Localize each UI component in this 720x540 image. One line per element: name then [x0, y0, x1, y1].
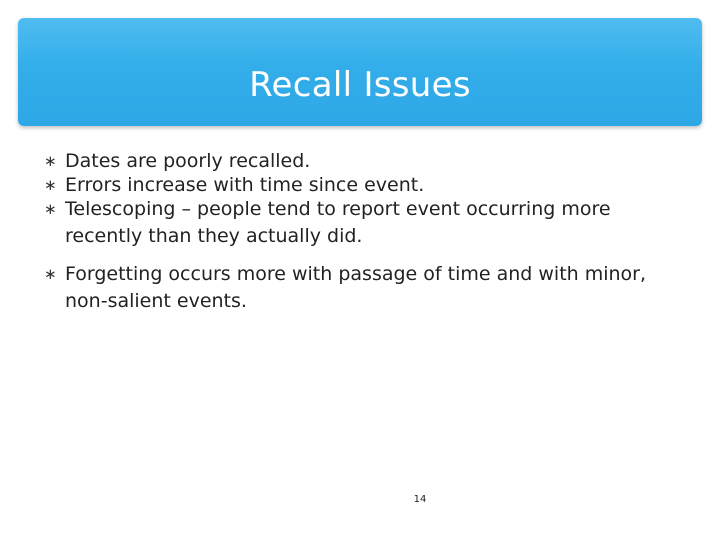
bullet-item-4 — [44, 261, 674, 315]
slide-title: Recall Issues — [249, 65, 471, 105]
bullet-item-2 — [44, 172, 674, 199]
page-number: 14 — [413, 494, 427, 505]
bullet-text: Dates are poorly recalled. — [65, 150, 311, 172]
bullet-list — [44, 148, 674, 326]
bullet-asterisk-icon: ∗ — [44, 152, 57, 170]
bullet-asterisk-icon: ∗ — [44, 265, 57, 283]
bullet-asterisk-icon: ∗ — [44, 176, 57, 194]
bullet-item-3 — [44, 196, 674, 250]
bullet-item-1 — [44, 148, 674, 175]
title-bar — [18, 18, 702, 126]
bullet-text: Forgetting occurs more with passage of time and with minor, non-salient events. — [65, 263, 647, 312]
bullet-asterisk-icon: ∗ — [44, 200, 57, 218]
bullet-text: Telescoping – people tend to report event occurring more recently than they actually did. — [65, 198, 611, 247]
bullet-text: Errors increase with time since event. — [65, 174, 425, 196]
